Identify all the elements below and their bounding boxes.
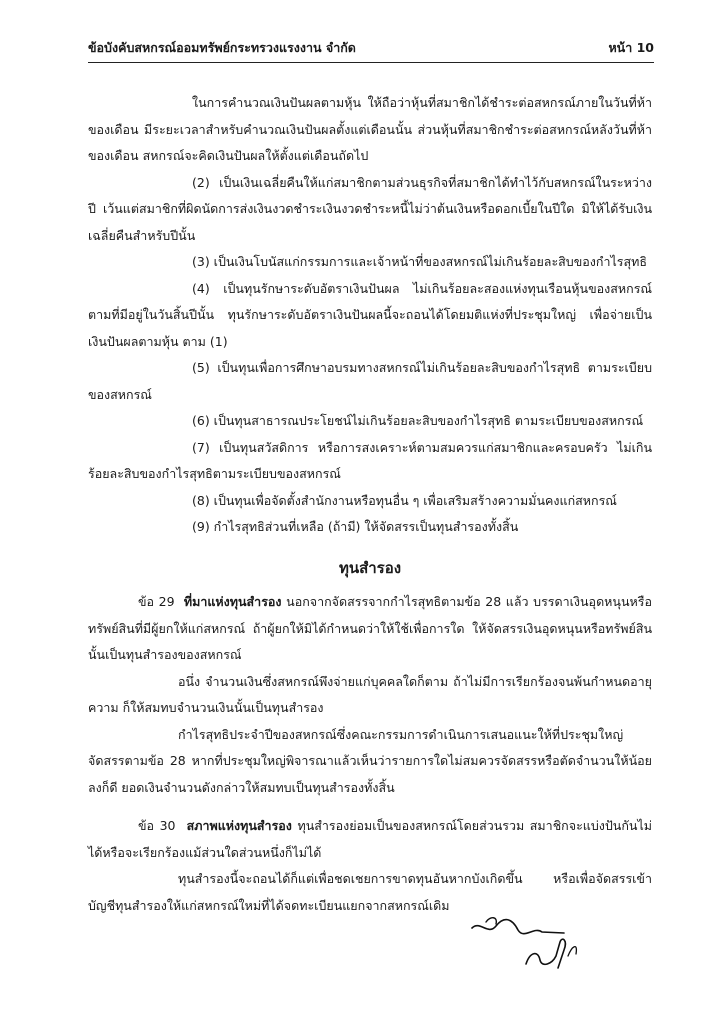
- header-divider: [88, 62, 654, 63]
- article-30-heading: สภาพแห่งทุนสำรอง: [186, 818, 292, 833]
- article-29: [88, 589, 652, 669]
- document-body: [88, 90, 652, 919]
- clause-item-5: (5) เป็นทุนเพื่อการศึกษาอบรมทางสหกรณ์ไม่เกินร้อยละสิบของกำไรสุทธิ ตามระเบียบของสหกรณ์: [88, 360, 652, 402]
- clause-item-8: (8) เป็นทุนเพื่อจัดตั้งสำนักงานหรือทุนอื่น ๆ เพื่อเสริมสร้างความมั่นคงแก่สหกรณ์: [192, 492, 617, 508]
- dividend-calculation-paragraph: ในการคำนวณเงินปันผลตามหุ้น ให้ถือว่าหุ้นที่สมาชิกได้ชำระต่อสหกรณ์ภายในวันที่ห้าของเดือน มีระยะเวลาสำหรับคำนวณเงินปันผลตั้งแต่เดือนนั้น ส่วนหุ้นที่สมาชิกชำระต่อสหกรณ์หลังวันที่ห้าของเดือน สหกรณ์จะคิดเงินปันผลให้ตั้งแต่เดือนถัดไป: [88, 95, 652, 163]
- article-30-text: ทุนสำรองย่อมเป็นของสหกรณ์โดยส่วนรวม สมาชิกจะแบ่งปันกันไม่ได้หรือจะเรียกร้องแม้ส่วนใดส่วนหนึ่งก็ไม่ได้: [88, 818, 652, 860]
- page-header: [88, 38, 654, 56]
- article-30-paragraph-2: ทุนสำรองนี้จะถอนได้ก็แต่เพื่อชดเชยการขาดทุนอันหากบังเกิดขึ้น หรือเพื่อจัดสรรเข้าบัญชีทุนสำรองให้แก่สหกรณ์ใหม่ที่ได้จดทะเบียนแยกจากสหกรณ์เดิม: [88, 871, 652, 913]
- article-29-paragraph-2: อนึ่ง จำนวนเงินซึ่งสหกรณ์พึงจ่ายแก่บุคคลใดก็ตาม ถ้าไม่มีการเรียกร้องจนพ้นกำหนดอายุความ ก็ให้สมทบจำนวนเงินนั้นเป็นทุนสำรอง: [88, 673, 652, 715]
- page-number: หน้า 10: [608, 40, 654, 55]
- clause-item-4: (4) เป็นทุนรักษาระดับอัตราเงินปันผล ไม่เกินร้อยละสองแห่งทุนเรือนหุ้นของสหกรณ์ ตามที่มีอยู่ในวันสิ้นปีนั้น ทุนรักษาระดับอัตราเงินปันผลนี้จะถอนได้โดยมติแห่งที่ประชุมใหญ่ เพื่อจ่ายเป็นเงินปันผลตามหุ้น ตาม (1): [88, 280, 652, 349]
- clause-item-6: (6) เป็นทุนสาธารณประโยชน์ไม่เกินร้อยละสิบของกำไรสุทธิ ตามระเบียบของสหกรณ์: [192, 413, 644, 428]
- document-title: ข้อบังคับสหกรณ์ออมทรัพย์กระทรวงแรงงาน จำกัด: [88, 40, 356, 55]
- clause-item-3: (3) เป็นเงินโบนัสแก่กรรมการและเจ้าหน้าที่ของสหกรณ์ไม่เกินร้อยละสิบของกำไรสุทธิ: [192, 254, 647, 269]
- article-29-heading: ที่มาแห่งทุนสำรอง: [183, 594, 282, 609]
- article-30: [88, 813, 652, 866]
- handwritten-signature: [468, 906, 618, 976]
- article-29-text: นอกจากจัดสรรจากกำไรสุทธิตามข้อ 28 แล้ว บรรดาเงินอุดหนุนหรือทรัพย์สินที่มีผู้ยกให้แก่สหกรณ์ ถ้าผู้ยกให้มิได้กำหนดว่าให้ใช้เพื่อการใด ให้จัดสรรเงินอุดหนุนหรือทรัพย์สินนั้นเป็นทุนสำรองของสหกรณ์: [88, 594, 652, 662]
- article-30-number: ข้อ 30: [138, 818, 176, 833]
- article-29-paragraph-3: กำไรสุทธิประจำปีของสหกรณ์ซึ่งคณะกรรมการดำเนินการเสนอแนะให้ที่ประชุมใหญ่จัดสรรตามข้อ 28 หากที่ประชุมใหญ่พิจารณาแล้วเห็นว่ารายการใดไม่สมควรจัดสรรหรือตัดจำนวนให้น้อยลงก็ดี ยอดเงินจำนวนดังกล่าวให้สมทบเป็นทุนสำรองทั้งสิ้น: [88, 726, 652, 795]
- clause-item-7: (7) เป็นทุนสวัสดิการ หรือการสงเคราะห์ตามสมควรแก่สมาชิกและครอบครัว ไม่เกินร้อยละสิบของกำไรสุทธิตามระเบียบของสหกรณ์: [88, 439, 652, 481]
- clause-item-2: (2) เป็นเงินเฉลี่ยคืนให้แก่สมาชิกตามส่วนธุรกิจที่สมาชิกได้ทำไว้กับสหกรณ์ในระหว่างปี เว้นแต่สมาชิกที่ผิดนัดการส่งเงินงวดชำระเงินงวดชำระหนี้ไม่ว่าต้นเงินหรือดอกเบี้ยในปีใด มิให้ได้รับเงินเฉลี่ยคืนสำหรับปีนั้น: [88, 174, 652, 243]
- spacer: [88, 801, 652, 813]
- section-title: ทุนสำรอง: [338, 558, 402, 577]
- clause-item-9: (9) กำไรสุทธิส่วนที่เหลือ (ถ้ามี) ให้จัดสรรเป็นทุนสำรองทั้งสิ้น: [192, 519, 519, 534]
- article-29-number: ข้อ 29: [138, 594, 175, 609]
